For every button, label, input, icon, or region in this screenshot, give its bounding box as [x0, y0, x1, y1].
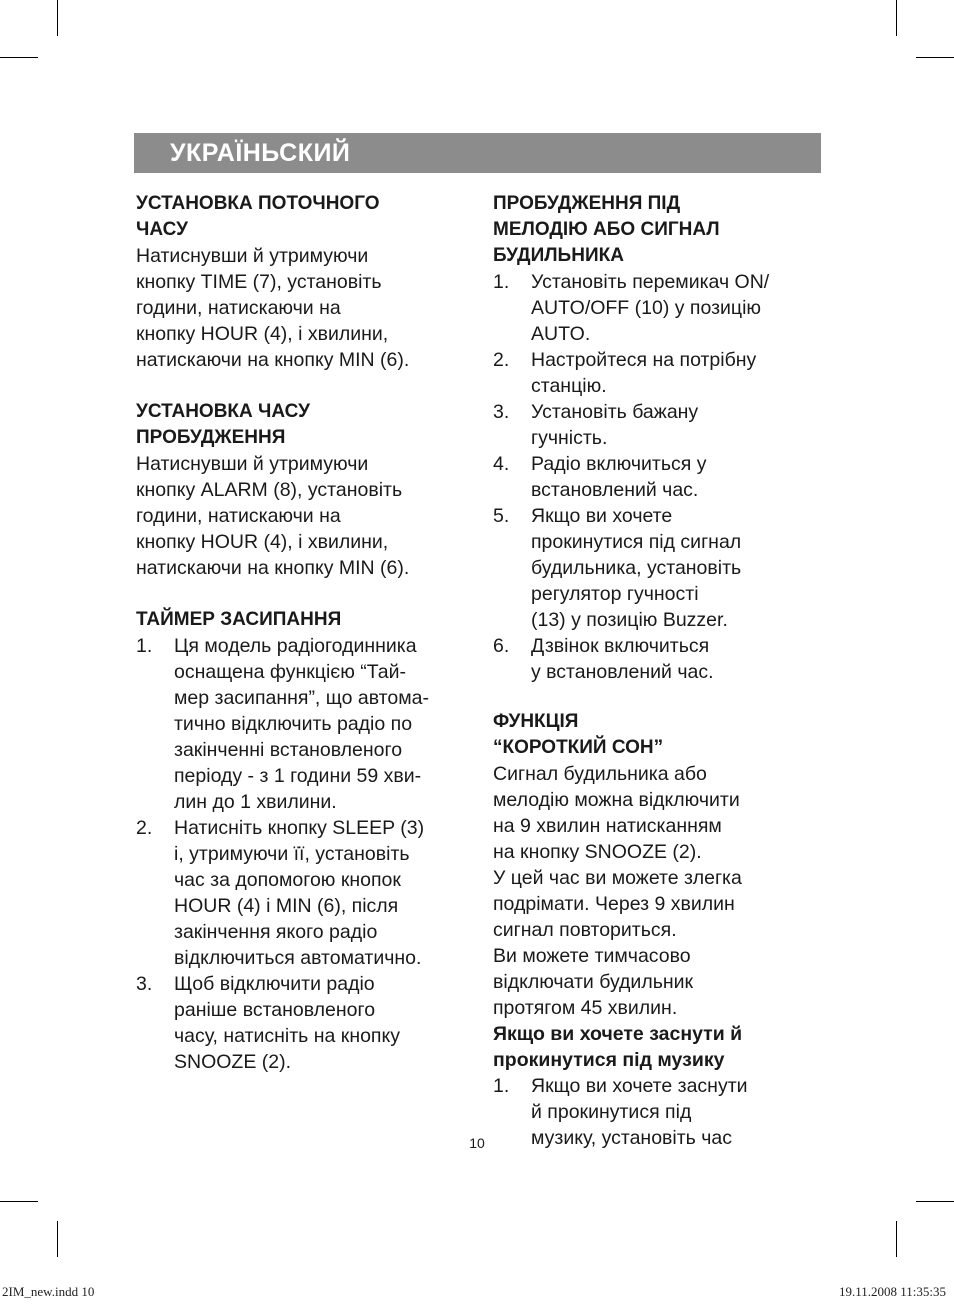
list-text: Щоб відключити радіо раніше встановленого часу, натисніть на кнопку SNOOZE (2).	[174, 973, 400, 1073]
list-item	[136, 971, 466, 1075]
list-number: 2.	[493, 349, 510, 371]
crop-mark	[57, 0, 58, 36]
section-heading: ФУНКЦІЯ “КОРОТКИЙ СОН”	[493, 711, 664, 758]
list-item	[136, 815, 466, 971]
crop-mark	[896, 0, 897, 36]
bold-subheading: Якщо ви хочете заснути й прокинутися під музику	[493, 1023, 743, 1071]
list-item	[493, 347, 813, 399]
crop-mark	[916, 1201, 954, 1202]
section-body: Натиснувши й утримуючи кнопку ALARM (8), установіть години, натискаючи на кнопку HOUR (4), і хвилини, натискаючи на кнопку MIN (6).	[136, 453, 410, 579]
print-slug-file: 2IM_new.indd 10	[2, 1284, 95, 1299]
list-number: 4.	[493, 453, 510, 475]
section-body: У цей час ви можете злегка подрімати. Через 9 хвилин сигнал повториться.	[493, 867, 742, 941]
list-number: 2.	[136, 817, 153, 839]
list-item	[493, 633, 813, 685]
list-number: 1.	[136, 635, 153, 657]
list-item	[493, 269, 813, 347]
list-text: Радіо включиться у встановлений час.	[531, 453, 707, 501]
left-column	[136, 191, 466, 1075]
list-number: 1.	[493, 271, 510, 293]
list-number: 3.	[136, 973, 153, 995]
list-text: Якщо ви хочете прокинутися під сигнал будильника, установіть регулятор гучності (13) у позицію Buzzer.	[531, 505, 742, 631]
list-number: 5.	[493, 505, 510, 527]
crop-mark	[0, 1201, 38, 1202]
print-slug-date: 19.11.2008 11:35:35	[838, 1284, 946, 1299]
language-banner: УКРАЇНЬСКИЙ	[134, 133, 821, 173]
section-heading: ТАЙМЕР ЗАСИПАННЯ	[136, 609, 342, 630]
list-item	[493, 399, 813, 451]
list-number: 3.	[493, 401, 510, 423]
list-item	[136, 633, 466, 815]
list-text: Ця модель радіогодинника оснащена функцією “Тай- мер засипання”, що автома- тично відключить радіо по закінченні встановленого періоду - з 1 години 59 хви- лин до 1 хвилини.	[174, 635, 429, 813]
crop-mark	[57, 1221, 58, 1257]
section-body: Натиснувши й утримуючи кнопку TIME (7), установіть години, натискаючи на кнопку HOUR (4), і хвилини, натискаючи на кнопку MIN (6).	[136, 245, 410, 371]
crop-mark	[0, 57, 38, 58]
crop-mark	[916, 57, 954, 58]
list-text: Дзвінок включиться у встановлений час.	[531, 635, 714, 683]
page-number: 10	[469, 1135, 485, 1151]
list-text: Настройтеся на потрібну станцію.	[531, 349, 757, 397]
list-number: 1.	[493, 1075, 510, 1097]
list-item	[493, 451, 813, 503]
section-body: Ви можете тимчасово відключати будильник протягом 45 хвилин.	[493, 945, 694, 1019]
section-heading: УСТАНОВКА ПОТОЧНОГО ЧАСУ	[136, 193, 380, 240]
crop-mark	[896, 1221, 897, 1257]
list-text: Якщо ви хочете заснути й прокинутися під музику, установіть час	[531, 1075, 748, 1149]
list-number: 6.	[493, 635, 510, 657]
right-column	[493, 191, 813, 1151]
section-heading: УСТАНОВКА ЧАСУ ПРОБУДЖЕННЯ	[136, 401, 310, 448]
list-text: Установіть перемикач ON/ AUTO/OFF (10) у позицію AUTO.	[531, 271, 770, 345]
section-heading: ПРОБУДЖЕННЯ ПІД МЕЛОДІЮ АБО СИГНАЛ БУДИЛЬНИКА	[493, 193, 720, 266]
section-body: Сигнал будильника або мелодію можна відключити на 9 хвилин натисканням на кнопку SNOOZE (2).	[493, 763, 740, 863]
list-text: Установіть бажану гучність.	[531, 401, 699, 449]
list-text: Натисніть кнопку SLEEP (3) і, утримуючи її, установіть час за допомогою кнопок HOUR (4) і MIN (6), після закінчення якого радіо відключиться автоматично.	[174, 817, 425, 969]
list-item	[493, 503, 813, 633]
